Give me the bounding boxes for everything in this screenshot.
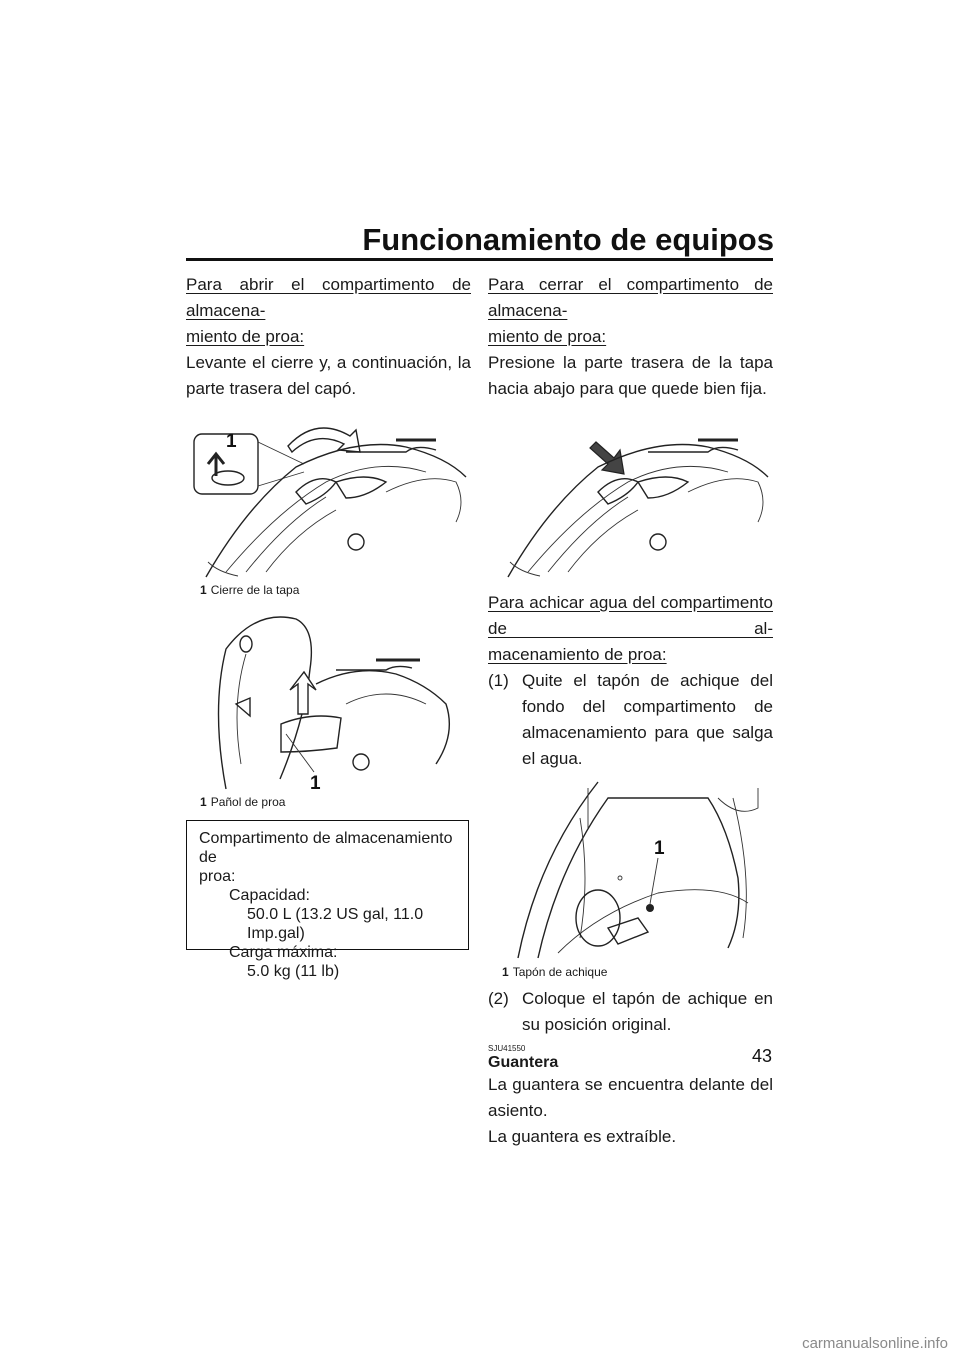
figure-bow-storage bbox=[186, 604, 471, 810]
jetski-bow-storage-illustration bbox=[186, 604, 471, 794]
glovebox-text-1: La guantera se encuentra delante del asiento. bbox=[488, 1075, 773, 1120]
close-heading-line2: miento de proa: bbox=[488, 327, 607, 346]
open-heading-line2: miento de proa: bbox=[186, 327, 305, 346]
open-heading-line1: Para abrir el compartimento de almacena- bbox=[186, 275, 471, 320]
fig1-caption: 1 Cierre de la tapa bbox=[200, 583, 300, 597]
spec-capacity-value: 50.0 L (13.2 US gal, 11.0 Imp.gal) bbox=[247, 906, 424, 942]
section-code: SJU41550 bbox=[488, 1044, 526, 1053]
jetski-hood-close-illustration bbox=[488, 412, 773, 582]
close-instructions: Presione la parte trasera de la tapa hacia abajo para que quede bien fija. bbox=[488, 353, 773, 398]
spec-max-load-label: Carga máxima: bbox=[229, 944, 338, 961]
drain-step-2 bbox=[488, 986, 773, 1038]
spec-capacity-label: Capacidad: bbox=[229, 887, 310, 904]
figure-drain-plug bbox=[488, 778, 773, 980]
left-column bbox=[186, 272, 471, 980]
page-number: 43 bbox=[751, 1046, 772, 1066]
drain-step-1 bbox=[488, 668, 773, 772]
step-1-number: (1) bbox=[488, 671, 509, 690]
drain-heading-line1: Para achicar agua del compartimento de al- bbox=[488, 593, 773, 638]
step-2-text: Coloque el tapón de achique en su posición original. bbox=[522, 989, 773, 1034]
drain-heading-line2: macenamiento de proa: bbox=[488, 645, 667, 664]
fig2-caption: 1 Pañol de proa bbox=[200, 795, 286, 809]
spec-max-load-value: 5.0 kg (11 lb) bbox=[247, 963, 340, 980]
figure-hood-latch bbox=[186, 412, 471, 598]
storage-spec-box bbox=[186, 820, 469, 980]
close-heading-line1: Para cerrar el compartimento de almacena- bbox=[488, 275, 773, 320]
storage-drain-plug-illustration bbox=[488, 778, 773, 964]
figure-hood-close bbox=[488, 412, 773, 582]
spec-title-line2: proa: bbox=[199, 868, 236, 885]
fig4-callout: 1 bbox=[654, 838, 665, 859]
step-2-number: (2) bbox=[488, 989, 509, 1008]
fig4-caption: 1 Tapón de achique bbox=[502, 965, 608, 979]
watermark: carmanualsonline.info bbox=[802, 1335, 948, 1352]
open-instructions: Levante el cierre y, a continuación, la parte trasera del capó. bbox=[186, 353, 471, 398]
spec-title-line1: Compartimento de almacenamiento de bbox=[199, 830, 453, 866]
step-1-text: Quite el tapón de achique del fondo del compartimento de almacenamiento para que salga el agua. bbox=[522, 671, 773, 768]
right-column bbox=[488, 272, 773, 1150]
page-title: Funcionamiento de equipos bbox=[362, 222, 774, 257]
fig1-callout: 1 bbox=[226, 431, 237, 452]
jetski-hood-latch-illustration bbox=[186, 412, 471, 582]
section-title-glovebox: Guantera bbox=[488, 1054, 559, 1071]
glovebox-text-2: La guantera es extraíble. bbox=[488, 1127, 677, 1146]
fig2-callout: 1 bbox=[310, 773, 321, 794]
header-rule bbox=[186, 258, 773, 261]
